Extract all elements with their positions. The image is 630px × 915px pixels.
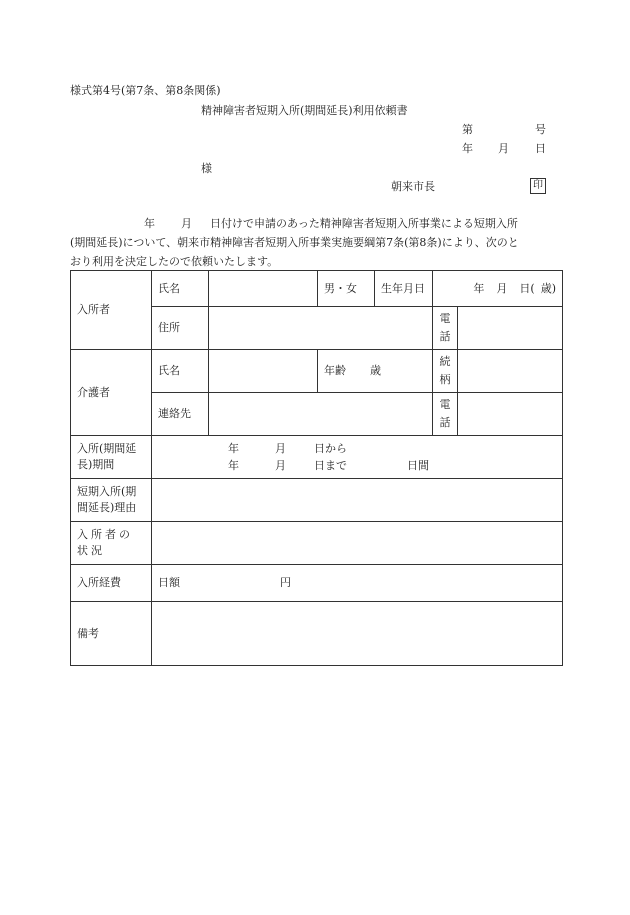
seal-mark: 印 xyxy=(530,178,546,194)
body-paragraph xyxy=(70,214,562,271)
resident-birth-year: 年 xyxy=(473,281,485,295)
resident-birth-label: 生年月日 xyxy=(375,271,433,307)
resident-address-label: 住所 xyxy=(152,307,209,350)
remarks-label: 備考 xyxy=(71,602,152,666)
period-month-to: 月 xyxy=(275,459,286,472)
resident-phone-field[interactable] xyxy=(458,307,563,350)
application-form-table xyxy=(70,270,563,666)
caregiver-relation-label: 続 柄 xyxy=(433,350,458,393)
caregiver-name-field[interactable] xyxy=(209,350,318,393)
caregiver-age-field[interactable] xyxy=(318,350,433,393)
remarks-field[interactable] xyxy=(152,602,563,666)
caregiver-contact-field[interactable] xyxy=(209,393,433,436)
body-line2: (期間延長)について、朝来市精神障害者短期入所事業実施要綱第7条(第8条)により、次のと xyxy=(70,236,519,249)
resident-birth-age: 歳) xyxy=(540,281,556,295)
date-day: 日 xyxy=(535,142,546,155)
caregiver-name-label: 氏名 xyxy=(152,350,209,393)
resident-birth-day: 日( xyxy=(519,281,535,295)
caregiver-relation-field[interactable] xyxy=(458,350,563,393)
body-month: 月 xyxy=(181,217,192,230)
resident-birth-month: 月 xyxy=(496,281,508,295)
body-year: 年 xyxy=(144,217,155,230)
addressee-suffix: 様 xyxy=(201,162,212,175)
caregiver-age-unit: 歳 xyxy=(370,364,381,377)
resident-address-field[interactable] xyxy=(209,307,433,350)
caregiver-age-label: 年齢 xyxy=(324,364,346,377)
cost-label: 入所経費 xyxy=(71,565,152,602)
form-number: 様式第4号(第7条、第8条関係) xyxy=(70,84,221,97)
issuer: 朝来市長 xyxy=(391,180,435,193)
resident-gender-field[interactable] xyxy=(318,271,375,307)
resident-birth-field[interactable] xyxy=(433,271,563,307)
body-line1: 日付けで申請のあった精神障害者短期入所事業による短期入所 xyxy=(210,217,518,230)
document-title: 精神障害者短期入所(期間延長)利用依頼書 xyxy=(201,104,408,117)
period-days-unit: 日間 xyxy=(407,459,429,472)
doc-number-suffix: 号 xyxy=(535,123,546,136)
cost-field[interactable] xyxy=(152,565,563,602)
doc-number-prefix: 第 xyxy=(462,123,473,136)
period-year-to: 年 xyxy=(228,459,239,472)
period-year-from: 年 xyxy=(228,442,239,455)
resident-section-label: 入所者 xyxy=(71,271,152,350)
caregiver-phone-field[interactable] xyxy=(458,393,563,436)
cost-yen-unit: 円 xyxy=(280,576,291,589)
caregiver-section-label: 介護者 xyxy=(71,350,152,436)
body-line3: おり利用を決定したので依頼いたします。 xyxy=(70,255,279,268)
caregiver-contact-label: 連絡先 xyxy=(152,393,209,436)
period-day-from: 日から xyxy=(314,442,347,455)
resident-phone-label: 電 話 xyxy=(433,307,458,350)
period-field[interactable] xyxy=(152,436,563,479)
cost-daily-label: 日額 xyxy=(158,576,180,589)
caregiver-phone-label: 電 話 xyxy=(433,393,458,436)
date-month: 月 xyxy=(498,142,509,155)
reason-label: 短期入所(期間延長)理由 xyxy=(71,479,152,522)
resident-gender-label: 男・女 xyxy=(324,281,357,295)
resident-name-field[interactable] xyxy=(209,271,318,307)
status-field[interactable] xyxy=(152,522,563,565)
resident-name-label: 氏名 xyxy=(152,271,209,307)
date-year: 年 xyxy=(462,142,473,155)
period-month-from: 月 xyxy=(275,442,286,455)
status-label: 入所者の状況 xyxy=(71,522,152,565)
reason-field[interactable] xyxy=(152,479,563,522)
period-day-to: 日まで xyxy=(314,459,347,472)
period-label: 入所(期間延長)期間 xyxy=(71,436,152,479)
